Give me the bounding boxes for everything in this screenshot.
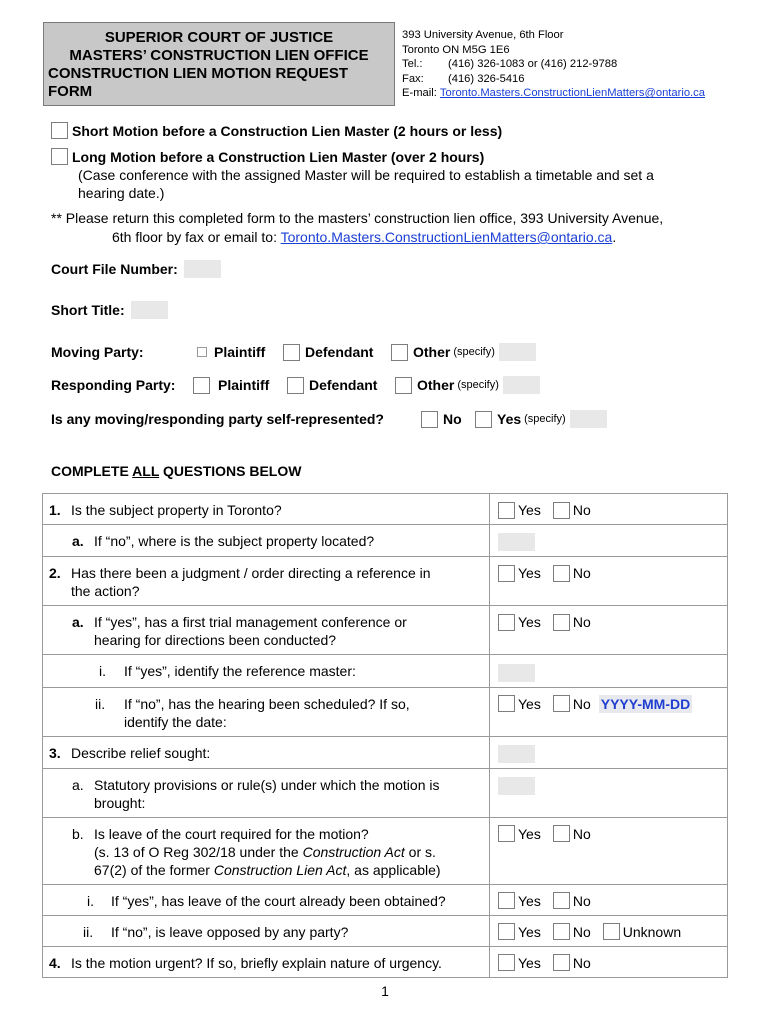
question-2aii-text-2: identify the date: bbox=[124, 713, 227, 730]
question-3b-text-2a: (s. 13 of O Reg 302/18 under the bbox=[94, 843, 303, 860]
long-motion-option bbox=[51, 148, 484, 165]
questions-heading-emphasis: ALL bbox=[132, 463, 160, 479]
question-3bii-text: If “no”, is leave opposed by any party? bbox=[111, 923, 349, 940]
question-2ai-text: If “yes”, identify the reference master: bbox=[124, 663, 356, 680]
question-3b-cell bbox=[43, 817, 490, 884]
question-1a-cell bbox=[43, 525, 490, 557]
short-title-label: Short Title: bbox=[51, 302, 125, 318]
short-motion-checkbox[interactable] bbox=[51, 122, 68, 139]
responding-defendant-checkbox[interactable] bbox=[287, 377, 304, 394]
question-3a-number: a. bbox=[72, 776, 84, 793]
q2-yes-label: Yes bbox=[518, 565, 541, 582]
question-2-number: 2. bbox=[49, 565, 61, 582]
q3b-no-checkbox[interactable] bbox=[553, 825, 570, 842]
question-3bii-row bbox=[43, 915, 728, 946]
q3a-input[interactable] bbox=[498, 777, 535, 795]
responding-defendant-option bbox=[287, 375, 377, 395]
q2aii-no-checkbox[interactable] bbox=[553, 695, 570, 712]
question-3b-text-3a: 67(2) of the former bbox=[94, 861, 214, 878]
moving-party-label: Moving Party: bbox=[51, 344, 144, 360]
responding-other-option bbox=[395, 375, 540, 395]
court-name: SUPERIOR COURT OF JUSTICE bbox=[104, 29, 334, 46]
question-3b-answer bbox=[490, 817, 728, 884]
moving-plaintiff-checkbox[interactable] bbox=[197, 347, 207, 357]
return-email-link[interactable]: Toronto.Masters.ConstructionLienMatters@ontario.ca bbox=[280, 229, 613, 245]
question-2a-row bbox=[43, 606, 728, 655]
return-end: . bbox=[612, 229, 617, 245]
return-instructions bbox=[51, 209, 731, 247]
question-3-text: Describe relief sought: bbox=[71, 744, 211, 761]
q2ai-input[interactable] bbox=[498, 664, 535, 682]
short-motion-option bbox=[51, 122, 502, 139]
question-3a-text-2: brought: bbox=[94, 794, 146, 811]
q3b-yes-label: Yes bbox=[518, 825, 541, 842]
q1-yes-checkbox[interactable] bbox=[498, 502, 515, 519]
question-2ai-row bbox=[43, 655, 728, 687]
tel-label: Tel.: bbox=[402, 58, 423, 71]
questions-heading-suffix: QUESTIONS BELOW bbox=[159, 463, 302, 479]
self-rep-yes-checkbox[interactable] bbox=[475, 411, 492, 428]
question-1a-row bbox=[43, 525, 728, 557]
question-1-cell bbox=[43, 494, 490, 525]
question-2ai-number: i. bbox=[99, 663, 106, 680]
return-instructions-line-1: ** Please return this completed form to the masters’ construction lien office, 393 University Avenue, bbox=[51, 210, 664, 226]
moving-other-label: Other bbox=[413, 344, 451, 360]
court-file-number-label: Court File Number: bbox=[51, 261, 178, 277]
street-address: 393 University Avenue, 6th Floor bbox=[402, 29, 564, 41]
form-title-box bbox=[43, 22, 395, 106]
q4-yes-checkbox[interactable] bbox=[498, 954, 515, 971]
header-email-link[interactable]: Toronto.Masters.ConstructionLienMatters@ontario.ca bbox=[439, 87, 705, 100]
self-rep-no-checkbox[interactable] bbox=[421, 411, 438, 428]
responding-plaintiff-option bbox=[193, 375, 269, 395]
moving-defendant-option bbox=[283, 342, 373, 362]
question-3-answer bbox=[490, 736, 728, 768]
self-rep-no-label: No bbox=[443, 411, 462, 427]
question-3bii-answer bbox=[490, 915, 728, 946]
question-2aii-number: ii. bbox=[95, 695, 106, 712]
email-label: E-mail: bbox=[402, 87, 437, 100]
moving-other-option bbox=[391, 342, 536, 362]
question-4-answer bbox=[490, 946, 728, 977]
questions-table bbox=[42, 493, 728, 978]
question-2ai-answer bbox=[490, 655, 728, 687]
q4-no-checkbox[interactable] bbox=[553, 954, 570, 971]
question-3bii-number: ii. bbox=[83, 923, 94, 940]
question-1a-text: If “no”, where is the subject property located? bbox=[94, 533, 375, 549]
question-1-answer bbox=[490, 494, 728, 525]
question-1-number: 1. bbox=[49, 502, 61, 518]
q2a-yes-label: Yes bbox=[518, 614, 541, 631]
q3bi-yes-label: Yes bbox=[518, 892, 541, 909]
responding-other-label: Other bbox=[417, 377, 455, 393]
question-3a-cell bbox=[43, 768, 490, 817]
court-file-number-row bbox=[51, 260, 221, 278]
question-2a-answer bbox=[490, 606, 728, 655]
responding-other-specify: (specify) bbox=[457, 379, 499, 391]
question-2-text-1: Has there been a judgment / order directing a reference in bbox=[71, 565, 431, 582]
question-4-text: Is the motion urgent? If so, briefly explain nature of urgency. bbox=[71, 954, 442, 971]
office-address bbox=[402, 28, 705, 101]
tel-number: (416) 326-1083 or (416) 212-9788 bbox=[448, 58, 618, 71]
question-4-cell bbox=[43, 946, 490, 977]
q3bii-unknown-checkbox[interactable] bbox=[603, 923, 620, 940]
question-3-cell bbox=[43, 736, 490, 768]
moving-other-input[interactable] bbox=[499, 343, 536, 361]
moving-other-checkbox[interactable] bbox=[391, 344, 408, 361]
q1-yes-label: Yes bbox=[518, 502, 541, 518]
page-number: 1 bbox=[381, 983, 389, 999]
short-title-input[interactable] bbox=[131, 301, 168, 319]
q2a-no-checkbox[interactable] bbox=[553, 614, 570, 631]
self-rep-no-option bbox=[421, 409, 462, 429]
q3-input[interactable] bbox=[498, 745, 535, 763]
question-3b-text-2b: Construction Act bbox=[302, 843, 405, 860]
long-motion-note-line-1: (Case conference with the assigned Master will be required to establish a timetable and set a bbox=[78, 167, 654, 183]
question-2-row bbox=[43, 557, 728, 606]
q3bi-no-checkbox[interactable] bbox=[553, 892, 570, 909]
fax-label: Fax: bbox=[402, 72, 424, 85]
email-row bbox=[402, 86, 705, 101]
self-rep-specify: (specify) bbox=[524, 413, 566, 425]
city-postal: Toronto ON M5G 1E6 bbox=[402, 43, 510, 56]
q2a-yes-checkbox[interactable] bbox=[498, 614, 515, 631]
q3bii-yes-label: Yes bbox=[518, 923, 541, 940]
long-motion-note-line-2: hearing date.) bbox=[78, 185, 165, 201]
question-3bi-text: If “yes”, has leave of the court already been obtained? bbox=[111, 892, 446, 909]
q2-no-checkbox[interactable] bbox=[553, 565, 570, 582]
q3bii-unknown-label: Unknown bbox=[622, 923, 682, 940]
moving-plaintiff-label: Plaintiff bbox=[214, 344, 266, 360]
question-2aii-row bbox=[43, 687, 728, 736]
question-4-row bbox=[43, 946, 728, 977]
q2aii-no-label: No bbox=[572, 695, 591, 712]
question-3b-row bbox=[43, 817, 728, 884]
question-2aii-answer bbox=[490, 687, 728, 736]
short-motion-label: Short Motion before a Construction Lien Master (2 hours or less) bbox=[72, 122, 503, 139]
long-motion-checkbox[interactable] bbox=[51, 148, 68, 165]
long-motion-note bbox=[78, 166, 654, 202]
question-1a-answer bbox=[490, 525, 728, 557]
question-3b-text-2 bbox=[94, 843, 441, 861]
question-3b-text-2c: or s. bbox=[404, 843, 436, 860]
responding-plaintiff-checkbox[interactable] bbox=[193, 377, 210, 394]
question-2a-number: a. bbox=[72, 614, 84, 631]
q1a-input[interactable] bbox=[498, 533, 535, 551]
question-1-text: Is the subject property in Toronto? bbox=[71, 502, 282, 518]
question-2ai-cell bbox=[43, 655, 490, 687]
q3b-yes-checkbox[interactable] bbox=[498, 825, 515, 842]
self-rep-input[interactable] bbox=[570, 410, 607, 428]
question-4-number: 4. bbox=[49, 954, 61, 971]
question-3-row bbox=[43, 736, 728, 768]
q3bi-yes-checkbox[interactable] bbox=[498, 892, 515, 909]
question-2a-cell bbox=[43, 606, 490, 655]
question-3b-text-3 bbox=[94, 861, 441, 879]
telephone-row bbox=[402, 57, 705, 72]
question-3-number: 3. bbox=[49, 744, 61, 761]
self-represented-question: Is any moving/responding party self-represented? bbox=[51, 411, 384, 427]
q2aii-yes-checkbox[interactable] bbox=[498, 695, 515, 712]
moving-other-specify: (specify) bbox=[453, 346, 495, 358]
fax-row bbox=[402, 72, 705, 87]
question-3a-row bbox=[43, 768, 728, 817]
short-title-row bbox=[51, 301, 168, 319]
q3bi-no-label: No bbox=[572, 892, 591, 909]
question-2-text-2: the action? bbox=[71, 583, 140, 600]
question-3bi-row bbox=[43, 884, 728, 915]
responding-other-checkbox[interactable] bbox=[395, 377, 412, 394]
q2-no-label: No bbox=[572, 565, 591, 582]
question-3b-text-1: Is leave of the court required for the motion? bbox=[94, 825, 369, 842]
fax-number: (416) 326-5416 bbox=[448, 72, 525, 85]
question-1a-number: a. bbox=[72, 533, 84, 549]
moving-defendant-checkbox[interactable] bbox=[283, 344, 300, 361]
question-3b-number: b. bbox=[72, 825, 84, 842]
q3bii-no-label: No bbox=[572, 923, 591, 940]
q3b-no-label: No bbox=[572, 825, 591, 842]
q3bii-no-checkbox[interactable] bbox=[553, 923, 570, 940]
question-3a-answer bbox=[490, 768, 728, 817]
q2a-no-label: No bbox=[572, 614, 591, 631]
question-3a-text-1: Statutory provisions or rule(s) under which the motion is bbox=[94, 776, 440, 793]
question-1-row bbox=[43, 494, 728, 525]
q2aii-yes-label: Yes bbox=[518, 695, 541, 712]
responding-plaintiff-label: Plaintiff bbox=[218, 377, 270, 393]
question-2aii-text-1: If “no”, has the hearing been scheduled? If so, bbox=[124, 695, 410, 712]
moving-defendant-label: Defendant bbox=[305, 344, 374, 360]
question-3bii-cell bbox=[43, 915, 490, 946]
question-2-cell bbox=[43, 557, 490, 606]
question-2a-text-2: hearing for directions been conducted? bbox=[94, 632, 337, 649]
return-prefix: 6th floor by fax or email to: bbox=[112, 229, 281, 245]
question-2-answer bbox=[490, 557, 728, 606]
self-rep-yes-option bbox=[475, 409, 607, 429]
question-3bi-number: i. bbox=[87, 892, 94, 909]
responding-other-input[interactable] bbox=[503, 376, 540, 394]
form-title-line-1: CONSTRUCTION LIEN MOTION REQUEST bbox=[48, 65, 348, 82]
office-name: MASTERS’ CONSTRUCTION LIEN OFFICE bbox=[69, 47, 369, 64]
q1-no-checkbox[interactable] bbox=[553, 502, 570, 519]
question-2aii-cell bbox=[43, 687, 490, 736]
question-3bi-cell bbox=[43, 884, 490, 915]
q1-no-label: No bbox=[572, 502, 591, 518]
responding-party-label: Responding Party: bbox=[51, 377, 176, 393]
q2-yes-checkbox[interactable] bbox=[498, 565, 515, 582]
q3bii-yes-checkbox[interactable] bbox=[498, 923, 515, 940]
return-instructions-line-2 bbox=[51, 228, 731, 247]
responding-defendant-label: Defendant bbox=[309, 377, 378, 393]
q4-yes-label: Yes bbox=[518, 954, 541, 971]
question-3b-text-3b: Construction Lien Act bbox=[213, 861, 347, 878]
self-rep-yes-label: Yes bbox=[497, 411, 522, 427]
form-title-line-2: FORM bbox=[48, 83, 93, 100]
moving-plaintiff-option bbox=[197, 342, 265, 362]
long-motion-label: Long Motion before a Construction Lien Master (over 2 hours) bbox=[72, 148, 485, 165]
hearing-date-field[interactable]: YYYY-MM-DD bbox=[600, 695, 691, 712]
q4-no-label: No bbox=[572, 954, 591, 971]
question-2a-text-1: If “yes”, has a first trial management conference or bbox=[94, 614, 407, 631]
questions-heading-prefix: COMPLETE bbox=[51, 463, 133, 479]
questions-heading bbox=[51, 463, 301, 479]
question-3bi-answer bbox=[490, 884, 728, 915]
question-3b-text-3c: , as applicable) bbox=[346, 861, 441, 878]
court-file-number-input[interactable] bbox=[184, 260, 221, 278]
